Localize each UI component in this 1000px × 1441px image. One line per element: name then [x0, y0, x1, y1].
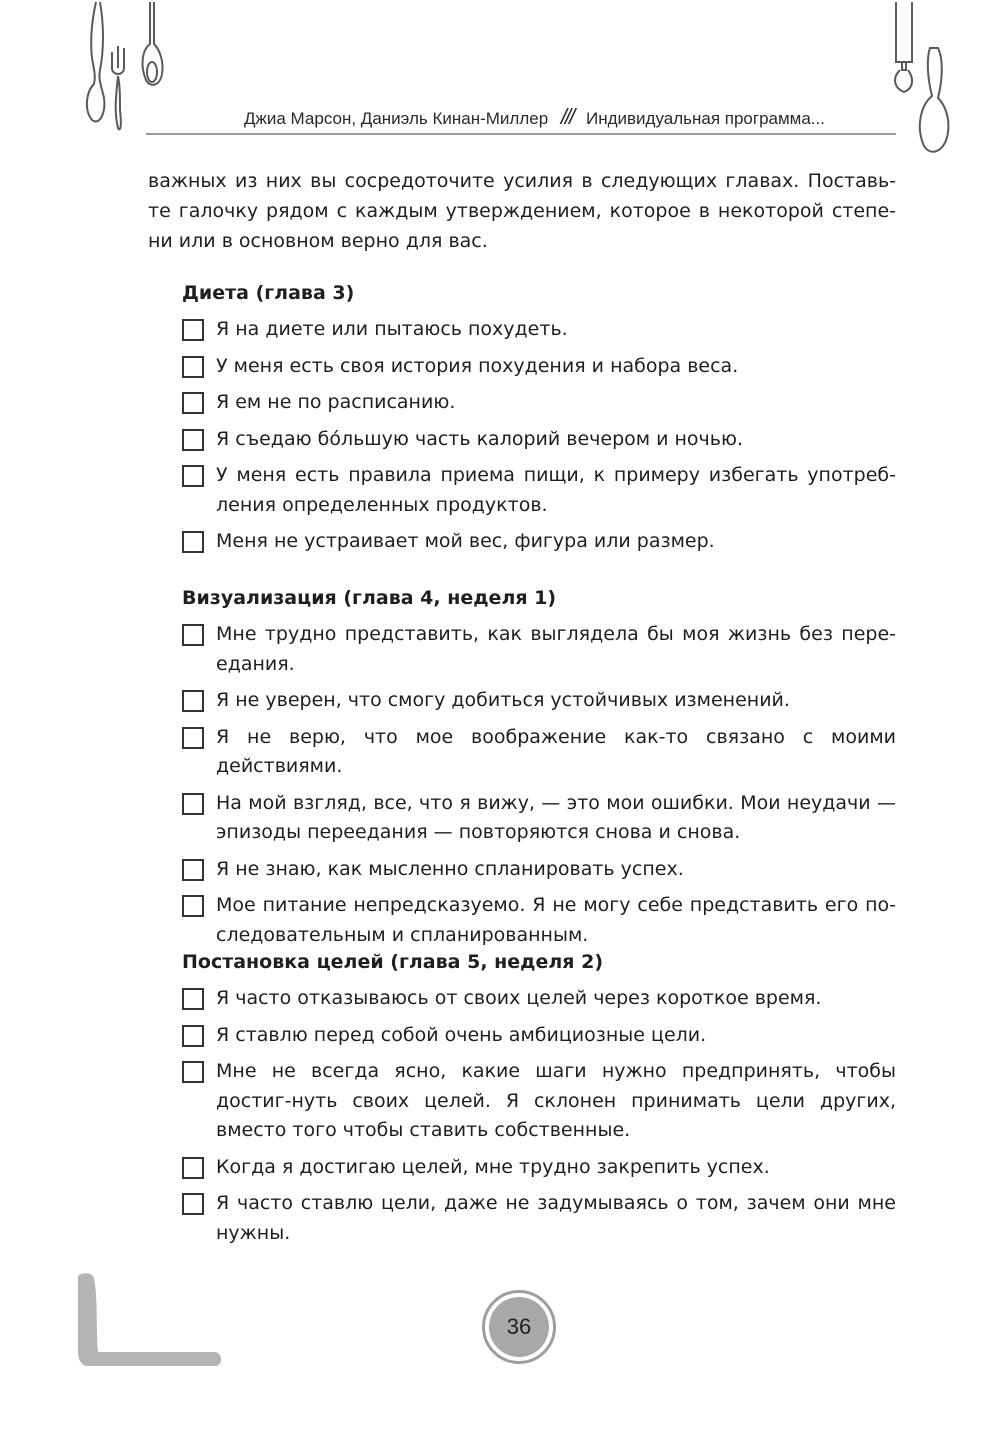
item-text: Я ем не по расписанию. [216, 391, 456, 413]
checkbox[interactable] [182, 1025, 204, 1047]
item-text: У меня есть своя история похудения и набора веса. [216, 354, 739, 377]
checkbox[interactable] [182, 988, 204, 1010]
checkbox[interactable] [182, 895, 204, 917]
checkbox[interactable] [182, 531, 204, 553]
item-text: Мне трудно представить, как выглядела бы моя жизнь без пере-едания. [216, 623, 896, 675]
checkbox[interactable] [182, 319, 204, 341]
checkbox[interactable] [182, 859, 204, 881]
section-visualization [182, 586, 896, 957]
spoon-icon [920, 48, 949, 152]
section-goal-setting [182, 950, 896, 1255]
item-text: На мой взгляд, все, что я вижу, — это мои ошибки. Мои неудачи — эпизоды переедания — повторяются снова и снова. [216, 791, 896, 843]
header-rule [146, 133, 896, 135]
checkbox[interactable] [182, 1193, 204, 1215]
item-text: Я съедаю бо́льшую часть калорий вечером и ночью. [216, 427, 744, 450]
checklist-item [182, 425, 896, 455]
item-text: Когда я достигаю целей, мне трудно закрепить успех. [216, 1155, 770, 1178]
corner-bracket [78, 1273, 221, 1366]
checklist-item [182, 723, 896, 782]
checkbox[interactable] [182, 690, 204, 712]
item-text: Я на диете или пытаюсь похудеть. [216, 318, 568, 340]
item-text: Я ставлю перед собой очень амбициозные цели. [216, 1023, 707, 1046]
spoon-icon [87, 2, 104, 121]
item-text: Мне не всегда ясно, какие шаги нужно предпринять, чтобы достиг-нуть своих целей. Я склонен принимать цели других, вместо того чтобы ставить собственные. [216, 1060, 896, 1141]
item-text: Я часто отказываюсь от своих целей через короткое время. [216, 987, 822, 1009]
fork-icon [112, 46, 124, 129]
checklist-item [182, 1057, 896, 1146]
checkbox[interactable] [182, 727, 204, 749]
item-text: Мое питание непредсказуемо. Я не могу себе представить его по-следовательным и спланированным. [216, 894, 896, 946]
page-number-badge [482, 1290, 556, 1364]
checklist-item [182, 527, 896, 557]
checkbox[interactable] [182, 624, 204, 646]
checkbox[interactable] [182, 356, 204, 378]
header-authors: Джиа Марсон, Даниэль Кинан-Миллер [244, 109, 549, 128]
ladle-icon [143, 2, 163, 85]
item-text: Я не верю, что мое воображение как-то связано с моими действиями. [216, 725, 896, 777]
section-title: Визуализация (глава 4, неделя 1) [182, 587, 557, 609]
checklist-item [182, 315, 896, 345]
checkbox[interactable] [182, 793, 204, 815]
checkbox[interactable] [182, 465, 204, 487]
checklist-item [182, 984, 896, 1014]
checklist-item [182, 855, 896, 885]
checkbox[interactable] [182, 1061, 204, 1083]
checklist-item [182, 1153, 896, 1183]
checkbox[interactable] [182, 429, 204, 451]
item-text: Я не уверен, что смогу добиться устойчивых изменений. [216, 689, 790, 711]
checklist-item [182, 1021, 896, 1051]
item-text: Я не знаю, как мысленно спланировать успех. [216, 857, 684, 880]
item-text: У меня есть правила приема пищи, к примеру избегать употреб-ления определенных продуктов. [216, 464, 896, 516]
header-separator: /// [560, 104, 574, 129]
section-diet [182, 281, 896, 564]
checkbox[interactable] [182, 1157, 204, 1179]
section-title: Постановка целей (глава 5, неделя 2) [182, 951, 604, 973]
checklist-item [182, 352, 896, 382]
page-number: 36 [489, 1297, 549, 1357]
section-title: Диета (глава 3) [182, 282, 355, 304]
checklist-item [182, 388, 896, 418]
rolling-pin-icon [895, 2, 912, 92]
checklist-item [182, 620, 896, 679]
checkbox[interactable] [182, 392, 204, 414]
checklist-item [182, 1189, 896, 1248]
checklist-item [182, 789, 896, 848]
checklist-item [182, 686, 896, 716]
item-text: Меня не устраивает мой вес, фигура или размер. [216, 530, 715, 552]
header-book-title: Индивидуальная программа... [585, 109, 825, 128]
checklist-item [182, 461, 896, 520]
checklist-item [182, 891, 896, 950]
intro-paragraph: важных из них вы сосредоточите усилия в следующих главах. Поставь-те галочку рядом с каждым утверждением, которое в некоторой степе-ни или в основном верно для вас. [148, 170, 896, 252]
running-header [244, 104, 825, 130]
item-text: Я часто ставлю цели, даже не задумываясь о том, зачем они мне нужны. [216, 1192, 896, 1244]
